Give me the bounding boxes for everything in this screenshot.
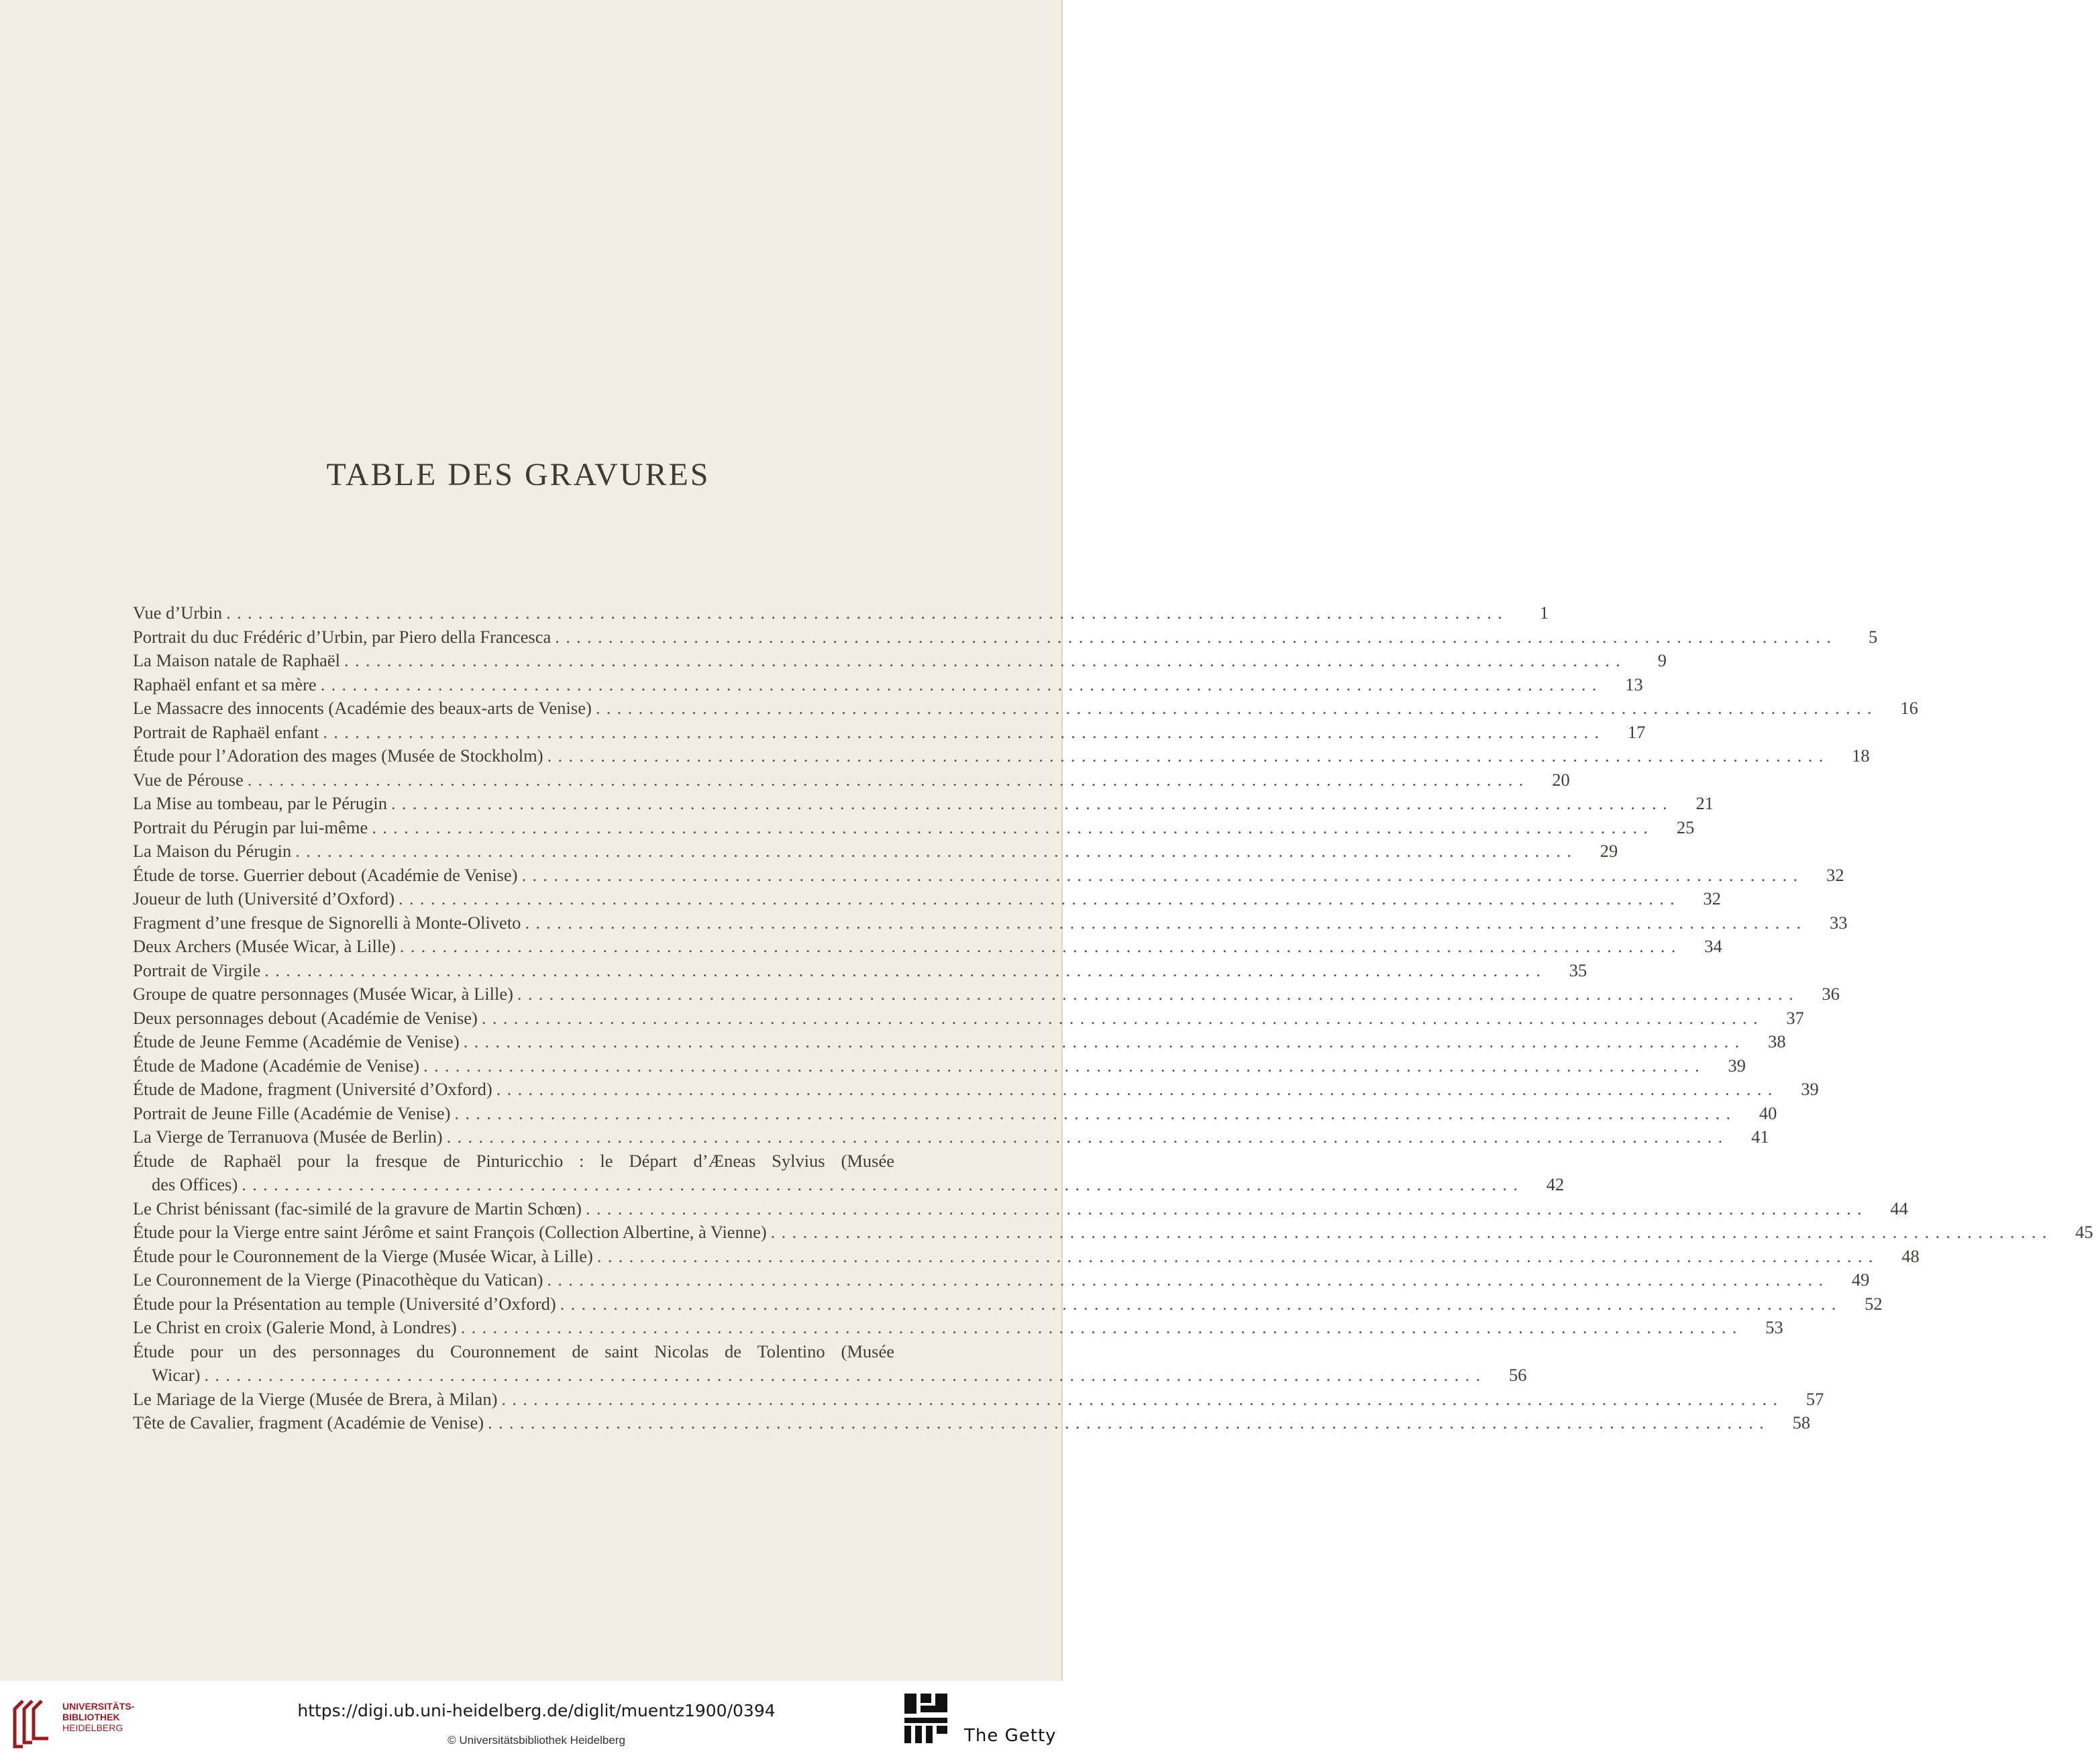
toc-entry [133, 1221, 2093, 1245]
dot-leader: ........................................................................................................................ [770, 1222, 2053, 1242]
toc-entry-page-number: 5 [1869, 626, 1878, 647]
toc-entry-page-number: 56 [1509, 1365, 1527, 1385]
dot-leader: ........................................................................................................................ [521, 864, 1804, 885]
toc-entry-label: Le Mariage de la Vierge (Musée de Brera, à Milan) [133, 1388, 498, 1409]
toc-entry-page-number: 44 [1890, 1198, 1908, 1218]
toc-entry [133, 1388, 1824, 1412]
toc-entry-page-number: 20 [1552, 769, 1570, 790]
toc-entry-label: La Mise au tombeau, par le Pérugin [133, 793, 387, 813]
toc-entry [133, 911, 1848, 935]
toc-entry [133, 721, 1646, 745]
toc-entry-label: Étude de Madone (Académie de Venise) [133, 1055, 420, 1076]
toc-entry-label: Étude de Jeune Femme (Académie de Venise) [133, 1031, 460, 1051]
toc-entry-page-number: 41 [1751, 1127, 1769, 1147]
toc-entry-page-number: 48 [1901, 1245, 1920, 1266]
dot-leader: ........................................................................................................................ [204, 1365, 1487, 1385]
dot-leader: ........................................................................................................................ [295, 841, 1578, 861]
dot-leader: ........................................................................................................................ [560, 1293, 1842, 1314]
toc-entry-label: Vue de Pérouse [133, 769, 244, 790]
toc-entry-label: Portrait de Jeune Fille (Académie de Venise) [133, 1102, 451, 1123]
toc-entry [133, 1340, 1527, 1388]
toc-entry [133, 1292, 1883, 1316]
dot-leader: ........................................................................................................................ [463, 1031, 1746, 1051]
toc-entry [133, 1078, 1819, 1102]
dot-leader: ........................................................................................................................ [517, 984, 1799, 1004]
dot-leader: ........................................................................................................................ [454, 1102, 1737, 1123]
dot-leader: ........................................................................................................................ [547, 745, 1830, 766]
toc-entry-page-number: 49 [1851, 1269, 1870, 1290]
toc-entry-label: Le Christ bénissant (fac-similé de la gravure de Martin Schœn) [133, 1198, 582, 1218]
toc-entry-page-number: 39 [1801, 1079, 1819, 1099]
dot-leader: ........................................................................................................................ [242, 1174, 1524, 1194]
toc-entry-label: Étude pour la Présentation au temple (Université d’Oxford) [133, 1293, 556, 1314]
dot-leader: ........................................................................................................................ [399, 888, 1681, 909]
toc-entry-page-number: 34 [1704, 936, 1722, 956]
toc-entry-label: Étude de Raphaël pour la fresque de Pinturicchio : le Départ d’Æneas Sylvius (Musée [133, 1150, 894, 1171]
toc-entry [133, 935, 1722, 959]
toc-entry-label: La Maison natale de Raphaël [133, 650, 341, 670]
toc-entry [133, 982, 1840, 1006]
toc-entry-page-number: 35 [1569, 959, 1587, 980]
table-of-engravings [133, 601, 2093, 1435]
toc-entry-label: Étude pour un des personnages du Couronnement de saint Nicolas de Tolentino (Musée [133, 1341, 894, 1361]
toc-entry-label: Deux personnages debout (Académie de Venise) [133, 1007, 478, 1028]
toc-entry-page-number: 17 [1627, 721, 1646, 742]
toc-entry [133, 1054, 1746, 1078]
copyright-notice: © Universitätsbibliothek Heidelberg [448, 1734, 625, 1747]
toc-entry [133, 887, 1722, 911]
toc-entry [133, 1006, 1804, 1031]
toc-entry-page-number: 32 [1703, 888, 1722, 909]
toc-entry [133, 1102, 1777, 1126]
toc-entry [133, 816, 1695, 840]
toc-entry-page-number: 33 [1829, 912, 1848, 933]
toc-entry-page-number: 45 [2075, 1222, 2093, 1242]
toc-entry-page-number: 42 [1546, 1174, 1565, 1194]
toc-entry-label: Raphaël enfant et sa mère [133, 674, 317, 694]
dot-leader: ........................................................................................................................ [488, 1412, 1771, 1433]
toc-entry [133, 1149, 1565, 1197]
toc-entry [133, 1411, 1811, 1435]
dot-leader: ........................................................................................................................ [247, 769, 1530, 790]
toc-entry [133, 1268, 1870, 1292]
toc-entry-page-number: 53 [1765, 1317, 1783, 1337]
toc-entry-label: Étude de Madone, fragment (Université d’Oxford) [133, 1079, 492, 1099]
dot-leader: ........................................................................................................................ [264, 959, 1547, 980]
toc-entry-label: Joueur de luth (Université d’Oxford) [133, 888, 395, 909]
toc-entry-label: Tête de Cavalier, fragment (Académie de Venise) [133, 1412, 484, 1433]
toc-entry-label: Portrait du duc Frédéric d’Urbin, par Piero della Francesca [133, 626, 552, 647]
toc-entry-page-number: 9 [1657, 650, 1667, 670]
toc-entry-page-number: 58 [1792, 1412, 1811, 1433]
partner-name: The Getty [964, 1726, 1057, 1746]
toc-entry-label-continuation: des Offices) [152, 1174, 238, 1194]
dot-leader: ........................................................................................................................ [547, 1269, 1830, 1290]
dot-leader: ........................................................................................................................ [390, 793, 1673, 813]
toc-entry-page-number: 36 [1822, 984, 1840, 1004]
dot-leader: ........................................................................................................................ [320, 674, 1603, 694]
toc-entry-page-number: 32 [1826, 864, 1844, 885]
toc-entry [133, 1197, 1908, 1221]
toc-entry-page-number: 18 [1852, 745, 1870, 766]
toc-entry-label: Groupe de quatre personnages (Musée Wicar, à Lille) [133, 984, 513, 1004]
toc-entry [133, 649, 1667, 673]
toc-entry-label: Étude pour l’Adoration des mages (Musée de Stockholm) [133, 745, 543, 766]
toc-entry-label: Vue d’Urbin [133, 603, 223, 623]
toc-entry-page-number: 1 [1539, 603, 1549, 623]
toc-entry [133, 696, 1918, 721]
library-name-line2: BIBLIOTHEK [62, 1712, 120, 1722]
library-name-line1: UNIVERSITÄTS- [62, 1701, 135, 1712]
toc-entry [133, 792, 1714, 816]
page-title: TABLE DES GRAVURES [326, 457, 711, 493]
toc-entry [133, 673, 1643, 697]
dot-leader: ........................................................................................................................ [423, 1055, 1706, 1076]
toc-entry [133, 959, 1587, 983]
toc-entry-page-number: 16 [1900, 698, 1918, 718]
dot-leader: ........................................................................................................................ [226, 603, 1509, 623]
toc-entry [133, 1125, 1769, 1149]
toc-entry-label: Le Couronnement de la Vierge (Pinacothèque du Vatican) [133, 1269, 543, 1290]
toc-entry [133, 864, 1844, 888]
dot-leader: ........................................................................................................................ [496, 1079, 1779, 1099]
permalink-url[interactable]: https://digi.ub.uni-heidelberg.de/diglit/muentz1900/0394 [297, 1701, 776, 1720]
dot-leader: ........................................................................................................................ [372, 817, 1655, 837]
dot-leader: ........................................................................................................................ [446, 1127, 1729, 1147]
toc-entry-page-number: 40 [1759, 1102, 1777, 1123]
toc-entry-page-number: 29 [1600, 841, 1618, 861]
toc-entry [133, 1316, 1783, 1340]
toc-entry-label-continuation: Wicar) [152, 1365, 201, 1385]
toc-entry-label: Le Christ en croix (Galerie Mond, à Londres) [133, 1317, 457, 1337]
toc-entry-label: Fragment d’une fresque de Signorelli à Monte-Oliveto [133, 912, 521, 933]
toc-entry-page-number: 13 [1625, 674, 1643, 694]
toc-entry-page-number: 57 [1805, 1388, 1824, 1409]
toc-entry-label: La Vierge de Terranuova (Musée de Berlin) [133, 1127, 443, 1147]
toc-entry-label: Deux Archers (Musée Wicar, à Lille) [133, 936, 396, 956]
dot-leader: ........................................................................................................................ [481, 1007, 1764, 1028]
dot-leader: ........................................................................................................................ [555, 626, 1838, 647]
toc-entry-page-number: 21 [1695, 793, 1714, 813]
dot-leader: ........................................................................................................................ [344, 650, 1627, 670]
toc-entry-label: Portrait du Pérugin par lui-même [133, 817, 368, 837]
toc-entry-page-number: 52 [1865, 1293, 1883, 1314]
toc-entry-label: Le Massacre des innocents (Académie des beaux-arts de Venise) [133, 698, 592, 718]
toc-entry [133, 744, 1870, 768]
toc-entry-label: La Maison du Pérugin [133, 841, 292, 861]
dot-leader: ........................................................................................................................ [501, 1388, 1784, 1409]
toc-entry-label: Portrait de Virgile [133, 959, 261, 980]
dot-leader: ........................................................................................................................ [323, 721, 1606, 742]
toc-entry-page-number: 25 [1676, 817, 1695, 837]
toc-entry-page-number: 38 [1768, 1031, 1786, 1051]
toc-entry [133, 768, 1570, 792]
toc-entry-label: Étude de torse. Guerrier debout (Académie de Venise) [133, 864, 518, 885]
toc-entry [133, 1245, 1920, 1269]
library-name-line3: HEIDELBERG [62, 1722, 123, 1733]
dot-leader: ........................................................................................................................ [460, 1317, 1743, 1337]
toc-entry-label: Étude pour la Vierge entre saint Jérôme et saint François (Collection Albertine, à Vienne) [133, 1222, 767, 1242]
toc-entry-label: Étude pour le Couronnement de la Vierge (Musée Wicar, à Lille) [133, 1245, 593, 1266]
dot-leader: ........................................................................................................................ [596, 1245, 1879, 1266]
toc-entry [133, 1030, 1786, 1054]
toc-entry [133, 839, 1618, 864]
toc-entry-page-number: 37 [1786, 1007, 1804, 1028]
dot-leader: ........................................................................................................................ [595, 698, 1878, 718]
dot-leader: ........................................................................................................................ [585, 1198, 1868, 1218]
dot-leader: ........................................................................................................................ [525, 912, 1807, 933]
toc-entry [133, 601, 1549, 625]
toc-entry [133, 625, 1878, 650]
dot-leader: ........................................................................................................................ [399, 936, 1682, 956]
getty-logo-icon [902, 1691, 950, 1746]
toc-entry-page-number: 39 [1728, 1055, 1746, 1076]
toc-entry-label: Portrait de Raphaël enfant [133, 721, 319, 742]
